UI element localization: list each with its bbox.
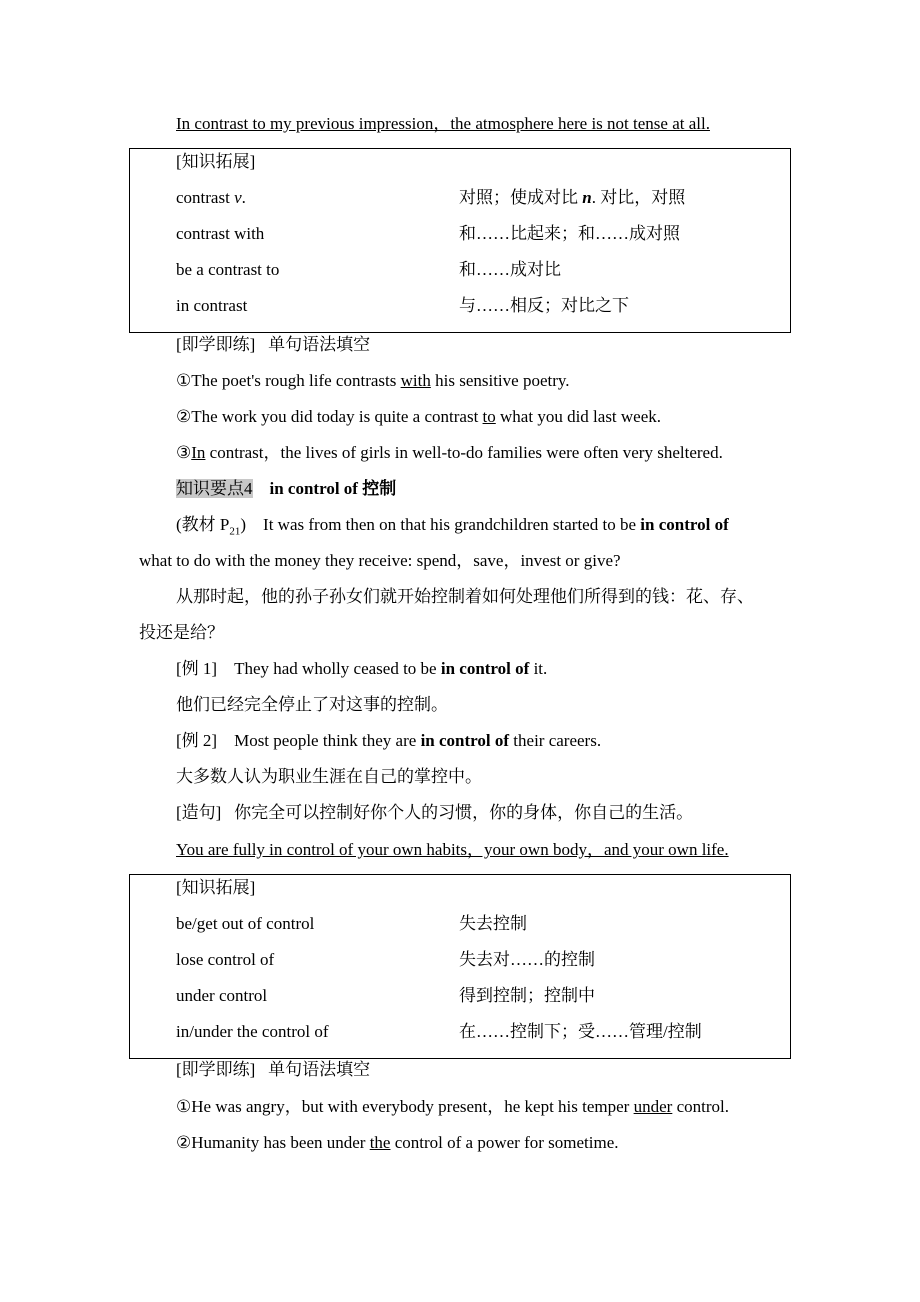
translation-cont: 投还是给？ bbox=[139, 623, 224, 642]
practice-heading: [即学即练] 单句语法填空 bbox=[176, 335, 371, 354]
box-term: contrast with bbox=[176, 224, 265, 243]
practice-item: ①The poet's rough life contrasts with his sensitive poetry. bbox=[176, 371, 570, 390]
example-sentence: In contrast to my previous impression，the atmosphere here is not tense at all. bbox=[176, 114, 710, 133]
box-term: lose control of bbox=[176, 950, 275, 969]
box-meaning: 失去对……的控制 bbox=[459, 950, 595, 969]
box-title: [知识拓展] bbox=[176, 878, 256, 897]
box-meaning: 得到控制；控制中 bbox=[459, 986, 595, 1005]
box-meaning: 和……成对比 bbox=[459, 260, 561, 279]
example-1: [例 1] They had wholly ceased to be in control of it. bbox=[176, 659, 548, 678]
practice-item: ②The work you did today is quite a contrast to what you did last week. bbox=[176, 407, 662, 426]
box-term: be a contrast to bbox=[176, 260, 280, 279]
box-meaning: 与……相反；对比之下 bbox=[459, 296, 629, 315]
practice-item: ③In contrast，the lives of girls in well-to-do families were often very sheltered. bbox=[176, 443, 723, 462]
box-term: be/get out of control bbox=[176, 914, 315, 933]
box-term: in/under the control of bbox=[176, 1022, 329, 1041]
example-1-translation: 他们已经完全停止了对这事的控制。 bbox=[176, 695, 448, 714]
practice-heading: [即学即练] 单句语法填空 bbox=[176, 1060, 371, 1079]
make-sentence-answer: You are fully in control of your own habits，your own body，and your own life. bbox=[176, 840, 729, 859]
make-sentence: [造句] 你完全可以控制好你个人的习惯，你的身体，你自己的生活。 bbox=[176, 803, 694, 822]
section-heading: 知识要点4 in control of 控制 bbox=[176, 479, 397, 498]
box-meaning: 和……比起来；和……成对照 bbox=[459, 224, 680, 243]
source-sentence-cont: what to do with the money they receive: spend，save，invest or give? bbox=[139, 551, 621, 570]
box-meaning: 失去控制 bbox=[459, 914, 527, 933]
practice-item: ①He was angry，but with everybody present，he kept his temper under control. bbox=[176, 1097, 729, 1116]
box-meaning: 在……控制下；受……管理/控制 bbox=[459, 1022, 702, 1041]
source-sentence: (教材 $P_{21}$) It was from then on that his grandchildren started to be in control of bbox=[176, 515, 729, 538]
example-2-translation: 大多数人认为职业生涯在自己的掌控中。 bbox=[176, 767, 482, 786]
box-title: [知识拓展] bbox=[176, 152, 256, 171]
translation: 从那时起，他的孙子孙女们就开始控制着如何处理他们所得到的钱：花、存、 bbox=[176, 587, 754, 606]
practice-item: ②Humanity has been under the control of a power for sometime. bbox=[176, 1133, 619, 1152]
box-term: under control bbox=[176, 986, 268, 1005]
box-term: contrast v. bbox=[176, 188, 246, 207]
box-term: in contrast bbox=[176, 296, 248, 315]
box-meaning: 对照；使成对比 n. 对比，对照 bbox=[459, 188, 686, 207]
example-2: [例 2] Most people think they are in control of their careers. bbox=[176, 731, 602, 750]
